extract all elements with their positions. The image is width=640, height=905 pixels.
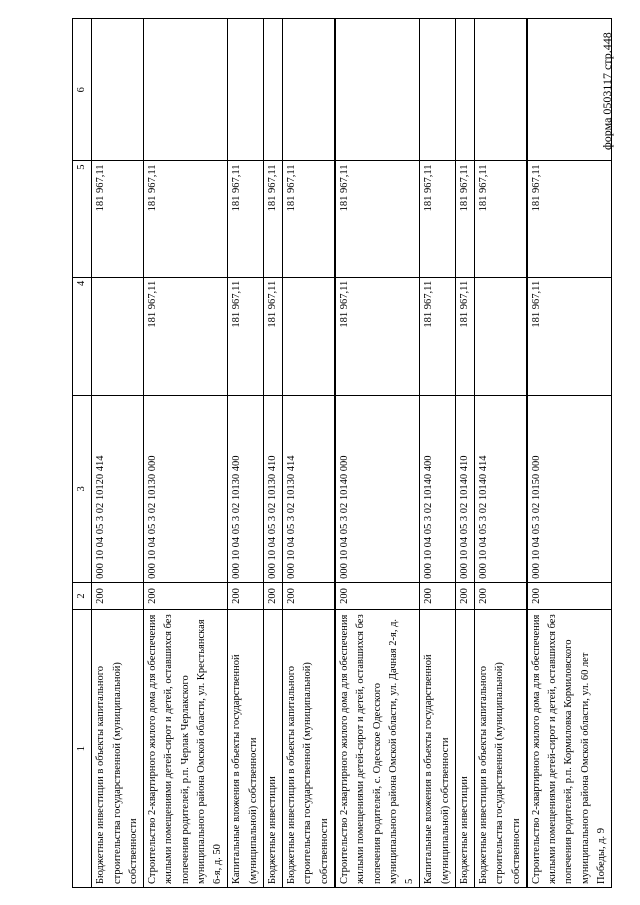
table-body	[92, 19, 612, 888]
row-budget-code-cell: 000 10 04 05 3 02 10140 410	[455, 395, 474, 582]
column-header-6: 6	[73, 19, 92, 162]
row-unexecuted-cell	[228, 19, 264, 162]
row-name-cell: Строительство 2-квартирного жилого дома для обеспечения жилыми помещениями детей-сирот и детей, оставшихся без попечения родителей, с. Одесское Одесского муниципального района Омской области, ул. Дачная 2-я, д. 5	[335, 610, 420, 888]
row-executed-cell: 181 967,11	[527, 161, 612, 277]
row-name-cell: Бюджетные инвестиции в объекты капитального строительства государственной (муниципальной) собственности	[92, 610, 144, 888]
row-approved-cell: 181 967,11	[527, 277, 612, 395]
column-number-row	[73, 19, 92, 888]
table-row	[263, 19, 282, 888]
row-name-cell: Строительство 2-квартирного жилого дома для обеспечения жилыми помещениями детей-сирот и детей, оставшихся без попечения родителей, р.п. Кормиловка Кормиловского муниципального района Омской области, ул. 60 лет Победы, д. 9	[527, 610, 612, 888]
row-unexecuted-cell	[144, 19, 228, 162]
row-approved-cell	[475, 277, 527, 395]
row-name-cell: Бюджетные инвестиции	[455, 610, 474, 888]
row-line-code-cell: 200	[475, 582, 527, 609]
row-name-cell: Капитальные вложения в объекты государственной (муниципальной) собственности	[228, 610, 264, 888]
row-executed-cell: 181 967,11	[263, 161, 282, 277]
row-name-cell: Бюджетные инвестиции в объекты капитального строительства государственной (муниципальной) собственности	[283, 610, 335, 888]
row-budget-code-cell: 000 10 04 05 3 02 10130 410	[263, 395, 282, 582]
row-name-cell: Бюджетные инвестиции	[263, 610, 282, 888]
column-header-5: 5	[73, 161, 92, 277]
row-line-code-cell: 200	[420, 582, 456, 609]
row-budget-code-cell: 000 10 04 05 3 02 10140 400	[420, 395, 456, 582]
row-executed-cell: 181 967,11	[335, 161, 420, 277]
row-line-code-cell: 200	[455, 582, 474, 609]
row-executed-cell: 181 967,11	[420, 161, 456, 277]
row-line-code-cell: 200	[527, 582, 612, 609]
row-unexecuted-cell	[527, 19, 612, 162]
row-approved-cell: 181 967,11	[420, 277, 456, 395]
row-unexecuted-cell	[335, 19, 420, 162]
row-executed-cell: 181 967,11	[475, 161, 527, 277]
form-reference: форма 0503117 стр.448	[600, 32, 614, 150]
table-row	[144, 19, 228, 888]
table-row	[455, 19, 474, 888]
row-unexecuted-cell	[263, 19, 282, 162]
row-executed-cell: 181 967,11	[92, 161, 144, 277]
row-line-code-cell: 200	[144, 582, 228, 609]
column-header-2: 2	[73, 582, 92, 609]
row-unexecuted-cell	[283, 19, 335, 162]
table-row	[527, 19, 612, 888]
row-unexecuted-cell	[475, 19, 527, 162]
column-header-4: 4	[73, 277, 92, 395]
row-line-code-cell: 200	[263, 582, 282, 609]
row-budget-code-cell: 000 10 04 05 3 02 10130 414	[283, 395, 335, 582]
row-executed-cell: 181 967,11	[283, 161, 335, 277]
row-executed-cell: 181 967,11	[455, 161, 474, 277]
table-row	[475, 19, 527, 888]
report-table	[72, 18, 612, 888]
column-header-3: 3	[73, 395, 92, 582]
column-header-1: 1	[73, 610, 92, 888]
row-line-code-cell: 200	[283, 582, 335, 609]
row-name-cell: Капитальные вложения в объекты государственной (муниципальной) собственности	[420, 610, 456, 888]
row-budget-code-cell: 000 10 04 05 3 02 10140 414	[475, 395, 527, 582]
row-name-cell: Строительство 2-квартирного жилого дома для обеспечения жилыми помещениями детей-сирот и детей, оставшихся без попечения родителей, р.п. Черлак Черлакского муниципального района Омской области, ул. Крестьянская 6-я, д. 50	[144, 610, 228, 888]
table-row	[335, 19, 420, 888]
row-approved-cell	[92, 277, 144, 395]
row-executed-cell: 181 967,11	[228, 161, 264, 277]
row-approved-cell: 181 967,11	[228, 277, 264, 395]
row-budget-code-cell: 000 10 04 05 3 02 10140 000	[335, 395, 420, 582]
row-line-code-cell: 200	[335, 582, 420, 609]
row-unexecuted-cell	[92, 19, 144, 162]
row-name-cell: Бюджетные инвестиции в объекты капитального строительства государственной (муниципальной) собственности	[475, 610, 527, 888]
table-row	[228, 19, 264, 888]
row-approved-cell: 181 967,11	[455, 277, 474, 395]
row-line-code-cell: 200	[92, 582, 144, 609]
row-approved-cell: 181 967,11	[335, 277, 420, 395]
table-row	[92, 19, 144, 888]
row-line-code-cell: 200	[228, 582, 264, 609]
row-approved-cell	[283, 277, 335, 395]
row-budget-code-cell: 000 10 04 05 3 02 10150 000	[527, 395, 612, 582]
row-approved-cell: 181 967,11	[263, 277, 282, 395]
row-budget-code-cell: 000 10 04 05 3 02 10120 414	[92, 395, 144, 582]
row-budget-code-cell: 000 10 04 05 3 02 10130 400	[228, 395, 264, 582]
row-executed-cell: 181 967,11	[144, 161, 228, 277]
row-unexecuted-cell	[420, 19, 456, 162]
table-row	[420, 19, 456, 888]
row-unexecuted-cell	[455, 19, 474, 162]
row-budget-code-cell: 000 10 04 05 3 02 10130 000	[144, 395, 228, 582]
row-approved-cell: 181 967,11	[144, 277, 228, 395]
table-row	[283, 19, 335, 888]
